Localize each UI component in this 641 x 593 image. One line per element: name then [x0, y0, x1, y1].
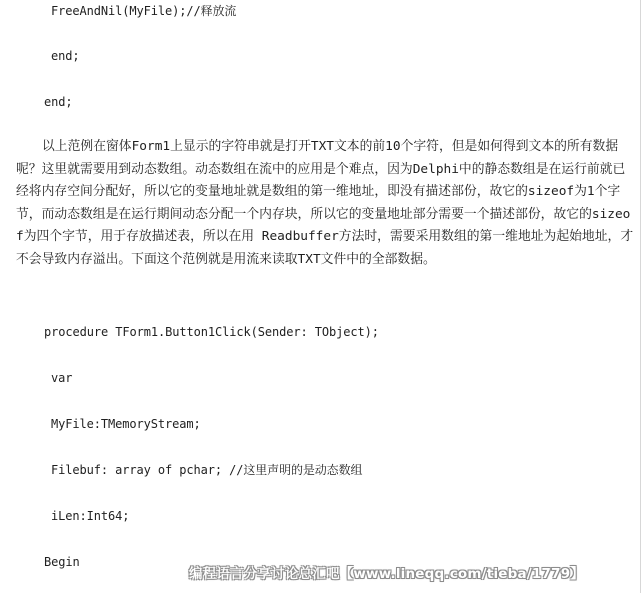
- code-line: Filebuf: array of pchar; //这里声明的是动态数组: [51, 463, 363, 477]
- code-line: MyFile:TMemoryStream;: [51, 417, 201, 431]
- watermark-text: 编程语言分享讨论总汇吧【www.lineqq.com/tieba/1779】: [188, 566, 584, 582]
- code-line: procedure TForm1.Button1Click(Sender: TObject);: [44, 325, 379, 339]
- code-line: FreeAndNil(MyFile);//释放流: [51, 4, 237, 18]
- code-line: end;: [44, 95, 73, 109]
- body-paragraph: 以上范例在窗体Form1上显示的字符串就是打开TXT文本的前10个字符，但是如何得到文本的所有数据呢？这里就需要用到动态数组。动态数组在流中的应用是个难点，因为Delphi中的静态数组是在运行前就已经将内存空间分配好，所以它的变量地址就是数组的第一维地址，即没有描述部份，故它的sizeof为1个字节，而动态数组是在运行期间动态分配一个内存块，所以它的变量地址部分需要一个描述部份，故它的sizeof为四个字节，用于存放描述表，所以在用 Readbuffer方法时，需要采用数组的第一维地址为起始地址，才不会导致内存溢出。下面这个范例就是用流来读取TXT文件中的全部数据。: [16, 139, 634, 267]
- code-line: var: [51, 371, 73, 385]
- code-line: Begin: [44, 555, 80, 569]
- code-line: end;: [51, 49, 80, 63]
- code-line: iLen:Int64;: [51, 509, 130, 523]
